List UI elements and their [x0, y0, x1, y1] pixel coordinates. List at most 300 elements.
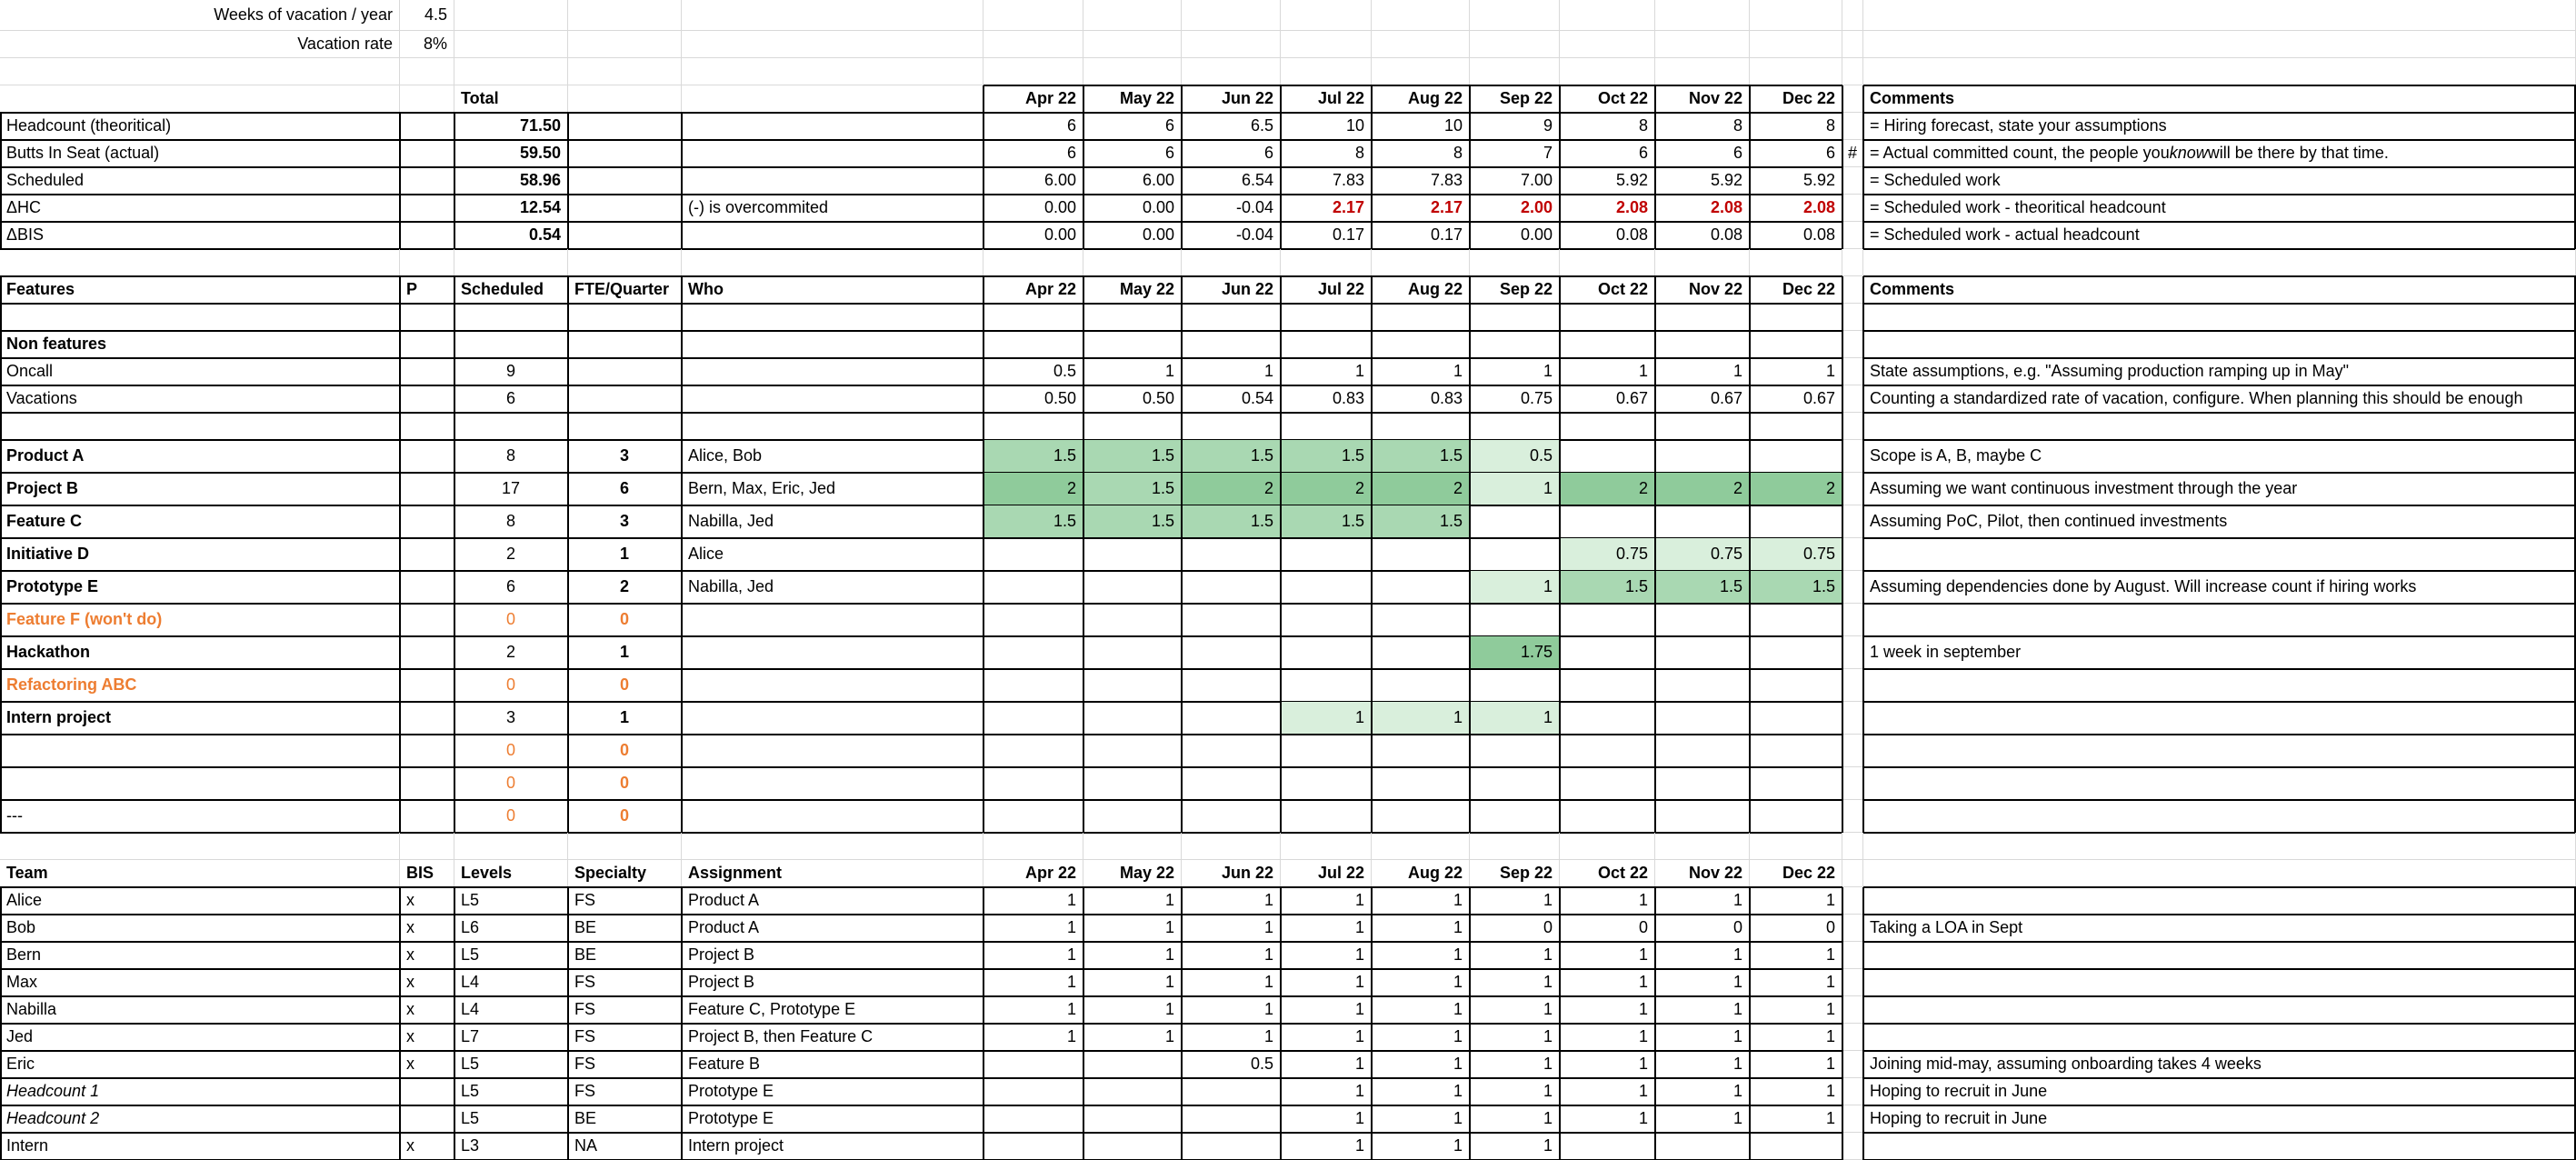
summary-total[interactable]: 71.50	[454, 113, 568, 140]
feature-name[interactable]: Prototype E	[0, 571, 400, 604]
allocation-cell[interactable]	[1083, 702, 1182, 735]
cell[interactable]	[1470, 833, 1560, 860]
cell[interactable]	[568, 413, 682, 440]
month-header[interactable]: Oct 22	[1560, 860, 1655, 887]
team-allocation-cell[interactable]: 1	[1281, 915, 1372, 942]
allocation-cell[interactable]	[1281, 571, 1372, 604]
cell[interactable]	[400, 385, 454, 413]
allocation-cell[interactable]: 2	[1182, 473, 1281, 505]
specialty[interactable]: FS	[568, 996, 682, 1024]
allocation-cell[interactable]	[1281, 735, 1372, 767]
allocation-cell[interactable]: 1	[1470, 473, 1560, 505]
cell[interactable]	[400, 222, 454, 249]
assignment[interactable]: Project B	[682, 942, 983, 969]
team-comment[interactable]	[1863, 1133, 2576, 1160]
nonfeature-name[interactable]: Oncall	[0, 358, 400, 385]
cell[interactable]	[1842, 440, 1863, 473]
cell[interactable]	[1842, 702, 1863, 735]
cell[interactable]	[568, 113, 682, 140]
cell[interactable]	[400, 304, 454, 331]
feature-comment[interactable]	[1863, 702, 2576, 735]
team-allocation-cell[interactable]: 1	[1470, 1105, 1560, 1133]
summary-value[interactable]: 0.08	[1655, 222, 1750, 249]
bis-header[interactable]: BIS	[400, 860, 454, 887]
cell[interactable]	[568, 140, 682, 167]
allocation-cell[interactable]	[1083, 571, 1182, 604]
team-allocation-cell[interactable]: 0	[1750, 915, 1842, 942]
summary-total[interactable]: 59.50	[454, 140, 568, 167]
team-allocation-cell[interactable]: 1	[1182, 915, 1281, 942]
cell[interactable]	[400, 735, 454, 767]
feature-fte[interactable]: 6	[568, 473, 682, 505]
feature-who[interactable]	[682, 767, 983, 800]
assignment[interactable]: Project B	[682, 969, 983, 996]
cell[interactable]	[454, 331, 568, 358]
cell[interactable]	[1863, 413, 2576, 440]
team-allocation-cell[interactable]: 1	[1281, 996, 1372, 1024]
cell[interactable]	[1470, 249, 1560, 276]
team-comment[interactable]	[1863, 969, 2576, 996]
feature-who[interactable]	[682, 735, 983, 767]
allocation-cell[interactable]	[983, 735, 1083, 767]
team-allocation-cell[interactable]: 1	[1750, 996, 1842, 1024]
allocation-cell[interactable]	[1750, 800, 1842, 833]
allocation-cell[interactable]	[1372, 800, 1470, 833]
cell[interactable]	[454, 413, 568, 440]
cell[interactable]	[0, 249, 400, 276]
team-allocation-cell[interactable]: 1	[1470, 1051, 1560, 1078]
allocation-cell[interactable]	[1750, 440, 1842, 473]
nonfeature-value[interactable]: 1	[1655, 358, 1750, 385]
allocation-cell[interactable]: 0.75	[1655, 538, 1750, 571]
cell[interactable]	[400, 800, 454, 833]
allocation-cell[interactable]: 1.5	[1372, 505, 1470, 538]
cell[interactable]	[1842, 249, 1863, 276]
team-allocation-cell[interactable]: 1	[1083, 942, 1182, 969]
comments-header[interactable]: Comments	[1863, 85, 2576, 113]
cell[interactable]	[1842, 800, 1863, 833]
feature-fte[interactable]: 2	[568, 571, 682, 604]
feature-comment[interactable]	[1863, 800, 2576, 833]
summary-value[interactable]: 0.08	[1560, 222, 1655, 249]
summary-value[interactable]: -0.04	[1182, 222, 1281, 249]
cell[interactable]	[682, 304, 983, 331]
team-allocation-cell[interactable]: 1	[1560, 942, 1655, 969]
specialty[interactable]: NA	[568, 1133, 682, 1160]
month-header[interactable]: Apr 22	[983, 860, 1083, 887]
cell[interactable]	[1863, 58, 2576, 85]
cell[interactable]	[1470, 31, 1560, 58]
feature-who[interactable]: Alice	[682, 538, 983, 571]
cell[interactable]	[1281, 0, 1372, 31]
allocation-cell[interactable]	[1560, 636, 1655, 669]
feature-who[interactable]	[682, 636, 983, 669]
month-header[interactable]: Apr 22	[983, 85, 1083, 113]
team-allocation-cell[interactable]	[983, 1078, 1083, 1105]
feature-who[interactable]	[682, 800, 983, 833]
team-member-name[interactable]: Bob	[0, 915, 400, 942]
team-allocation-cell[interactable]: 1	[1560, 887, 1655, 915]
feature-name[interactable]: Product A	[0, 440, 400, 473]
hash-cell[interactable]	[1842, 167, 1863, 195]
summary-comment[interactable]: = Scheduled work - actual headcount	[1863, 222, 2576, 249]
month-header[interactable]: Jun 22	[1182, 85, 1281, 113]
allocation-cell[interactable]	[1655, 636, 1750, 669]
cell[interactable]	[1083, 31, 1182, 58]
allocation-cell[interactable]	[1655, 735, 1750, 767]
team-allocation-cell[interactable]: 1	[1560, 1105, 1655, 1133]
allocation-cell[interactable]	[1372, 669, 1470, 702]
team-member-name[interactable]: Eric	[0, 1051, 400, 1078]
allocation-cell[interactable]	[1182, 702, 1281, 735]
summary-value[interactable]: 7.00	[1470, 167, 1560, 195]
summary-value[interactable]: 6.00	[983, 167, 1083, 195]
cell[interactable]	[454, 304, 568, 331]
allocation-cell[interactable]	[1470, 767, 1560, 800]
allocation-cell[interactable]	[1655, 767, 1750, 800]
allocation-cell[interactable]: 1.5	[983, 505, 1083, 538]
summary-note[interactable]	[682, 222, 983, 249]
cell[interactable]	[1470, 304, 1560, 331]
allocation-cell[interactable]	[1372, 735, 1470, 767]
cell[interactable]	[1842, 767, 1863, 800]
cell[interactable]	[1083, 413, 1182, 440]
summary-value[interactable]: 6	[1560, 140, 1655, 167]
cell[interactable]	[1842, 833, 1863, 860]
bis-mark[interactable]: x	[400, 996, 454, 1024]
feature-name[interactable]: Project B	[0, 473, 400, 505]
allocation-cell[interactable]	[983, 702, 1083, 735]
team-allocation-cell[interactable]: 1	[1470, 887, 1560, 915]
summary-value[interactable]: 2.17	[1281, 195, 1372, 222]
cell[interactable]	[682, 249, 983, 276]
feature-comment[interactable]	[1863, 735, 2576, 767]
cell[interactable]	[1863, 833, 2576, 860]
cell[interactable]	[682, 31, 983, 58]
team-allocation-cell[interactable]: 1	[1655, 942, 1750, 969]
cell[interactable]	[1750, 0, 1842, 31]
feature-comment[interactable]	[1863, 604, 2576, 636]
summary-value[interactable]: 2.00	[1470, 195, 1560, 222]
cell[interactable]	[568, 304, 682, 331]
allocation-cell[interactable]	[1560, 505, 1655, 538]
allocation-cell[interactable]: 1	[1372, 702, 1470, 735]
summary-value[interactable]: 6.5	[1182, 113, 1281, 140]
level[interactable]: L5	[454, 1051, 568, 1078]
nonfeature-value[interactable]: 0.54	[1182, 385, 1281, 413]
summary-total[interactable]: 58.96	[454, 167, 568, 195]
cell[interactable]	[682, 331, 983, 358]
team-header[interactable]: Team	[0, 860, 400, 887]
allocation-cell[interactable]	[1470, 800, 1560, 833]
cell[interactable]	[1655, 31, 1750, 58]
team-member-name[interactable]: Bern	[0, 942, 400, 969]
cell[interactable]	[1750, 304, 1842, 331]
team-allocation-cell[interactable]: 1	[1560, 969, 1655, 996]
cell[interactable]	[682, 413, 983, 440]
feature-comment[interactable]	[1863, 767, 2576, 800]
team-comment[interactable]: Taking a LOA in Sept	[1863, 915, 2576, 942]
cell[interactable]	[1842, 636, 1863, 669]
cell[interactable]	[1083, 304, 1182, 331]
summary-value[interactable]: 6.54	[1182, 167, 1281, 195]
team-comment[interactable]	[1863, 942, 2576, 969]
allocation-cell[interactable]	[1560, 440, 1655, 473]
nonfeature-value[interactable]: 0.67	[1750, 385, 1842, 413]
cell[interactable]	[1083, 833, 1182, 860]
allocation-cell[interactable]	[1655, 669, 1750, 702]
allocation-cell[interactable]	[1750, 505, 1842, 538]
feature-who[interactable]: Nabilla, Jed	[682, 505, 983, 538]
cell[interactable]	[1842, 276, 1863, 304]
summary-note[interactable]	[682, 113, 983, 140]
allocation-cell[interactable]	[1281, 800, 1372, 833]
allocation-cell[interactable]	[1182, 800, 1281, 833]
summary-row-label[interactable]: Headcount (theoritical)	[0, 113, 400, 140]
allocation-cell[interactable]: 2	[1281, 473, 1372, 505]
allocation-cell[interactable]	[1750, 767, 1842, 800]
assignment-header[interactable]: Assignment	[682, 860, 983, 887]
cell[interactable]	[1655, 833, 1750, 860]
cell[interactable]	[1750, 833, 1842, 860]
feature-who[interactable]: Nabilla, Jed	[682, 571, 983, 604]
nonfeature-value[interactable]: 0.83	[1372, 385, 1470, 413]
assignment[interactable]: Feature B	[682, 1051, 983, 1078]
nonfeature-value[interactable]: 0.83	[1281, 385, 1372, 413]
vacation-rate-input[interactable]: 8%	[400, 31, 454, 58]
allocation-cell[interactable]	[1281, 538, 1372, 571]
summary-value[interactable]: 8	[1372, 140, 1470, 167]
nonfeatures-label[interactable]: Non features	[0, 331, 400, 358]
allocation-cell[interactable]	[1083, 604, 1182, 636]
month-header[interactable]: Sep 22	[1470, 85, 1560, 113]
team-allocation-cell[interactable]: 1	[983, 887, 1083, 915]
team-allocation-cell[interactable]: 1	[1083, 1024, 1182, 1051]
team-allocation-cell[interactable]: 1	[983, 915, 1083, 942]
team-allocation-cell[interactable]: 1	[1750, 1051, 1842, 1078]
cell[interactable]	[682, 385, 983, 413]
nonfeature-comment[interactable]: State assumptions, e.g. "Assuming production ramping up in May"	[1863, 358, 2576, 385]
summary-value[interactable]: 6	[1182, 140, 1281, 167]
level[interactable]: L5	[454, 1105, 568, 1133]
team-allocation-cell[interactable]	[1750, 1133, 1842, 1160]
specialty[interactable]: FS	[568, 1078, 682, 1105]
allocation-cell[interactable]: 1.5	[1655, 571, 1750, 604]
cell[interactable]	[568, 167, 682, 195]
team-allocation-cell[interactable]: 1	[1470, 969, 1560, 996]
assignment[interactable]: Product A	[682, 915, 983, 942]
team-allocation-cell[interactable]: 1	[1182, 1024, 1281, 1051]
feature-fte[interactable]: 1	[568, 538, 682, 571]
team-allocation-cell[interactable]: 1	[983, 969, 1083, 996]
cell[interactable]	[400, 58, 454, 85]
nonfeature-value[interactable]: 0.75	[1470, 385, 1560, 413]
cell[interactable]	[400, 331, 454, 358]
team-allocation-cell[interactable]: 1	[1750, 969, 1842, 996]
team-allocation-cell[interactable]: 1	[1372, 1024, 1470, 1051]
allocation-cell[interactable]	[1655, 440, 1750, 473]
allocation-cell[interactable]	[1372, 538, 1470, 571]
summary-value[interactable]: 2.08	[1750, 195, 1842, 222]
team-allocation-cell[interactable]: 1	[1372, 915, 1470, 942]
specialty[interactable]: FS	[568, 1051, 682, 1078]
allocation-cell[interactable]	[1372, 604, 1470, 636]
cell[interactable]	[400, 113, 454, 140]
feature-name[interactable]: Hackathon	[0, 636, 400, 669]
feature-comment[interactable]	[1863, 538, 2576, 571]
cell[interactable]	[1842, 0, 1863, 31]
cell[interactable]	[1842, 413, 1863, 440]
specialty[interactable]: BE	[568, 1105, 682, 1133]
summary-value[interactable]: -0.04	[1182, 195, 1281, 222]
cell[interactable]	[1842, 969, 1863, 996]
cell[interactable]	[682, 85, 983, 113]
allocation-cell[interactable]: 0.5	[1470, 440, 1560, 473]
cell[interactable]	[400, 140, 454, 167]
allocation-cell[interactable]	[1470, 669, 1560, 702]
team-allocation-cell[interactable]: 1	[1083, 915, 1182, 942]
team-allocation-cell[interactable]	[983, 1105, 1083, 1133]
level[interactable]: L5	[454, 942, 568, 969]
cell[interactable]	[400, 571, 454, 604]
team-allocation-cell[interactable]: 1	[1470, 1133, 1560, 1160]
summary-value[interactable]: 0.17	[1281, 222, 1372, 249]
feature-fte[interactable]: 3	[568, 505, 682, 538]
cell[interactable]	[983, 833, 1083, 860]
cell[interactable]	[400, 195, 454, 222]
allocation-cell[interactable]: 1.5	[1182, 440, 1281, 473]
feature-fte[interactable]: 0	[568, 604, 682, 636]
feature-scheduled[interactable]: 8	[454, 505, 568, 538]
vacation-weeks-input[interactable]: 4.5	[400, 0, 454, 31]
team-allocation-cell[interactable]: 1	[1372, 996, 1470, 1024]
cell[interactable]	[400, 767, 454, 800]
cell[interactable]	[983, 413, 1083, 440]
allocation-cell[interactable]: 1.5	[1182, 505, 1281, 538]
month-header[interactable]: Nov 22	[1655, 276, 1750, 304]
bis-mark[interactable]: x	[400, 1024, 454, 1051]
team-allocation-cell[interactable]: 1	[1281, 887, 1372, 915]
team-allocation-cell[interactable]: 1	[1372, 1105, 1470, 1133]
allocation-cell[interactable]: 1.5	[1372, 440, 1470, 473]
allocation-cell[interactable]: 2	[983, 473, 1083, 505]
allocation-cell[interactable]	[1182, 571, 1281, 604]
allocation-cell[interactable]	[1750, 636, 1842, 669]
allocation-cell[interactable]	[1182, 767, 1281, 800]
feature-name[interactable]	[0, 735, 400, 767]
nonfeature-value[interactable]: 0.67	[1560, 385, 1655, 413]
summary-comment[interactable]: = Scheduled work - theoritical headcount	[1863, 195, 2576, 222]
cell[interactable]	[0, 833, 400, 860]
cell[interactable]	[1842, 58, 1863, 85]
cell[interactable]	[1560, 249, 1655, 276]
vacation-weeks-label[interactable]: Weeks of vacation / year	[0, 0, 400, 31]
cell[interactable]	[400, 473, 454, 505]
allocation-cell[interactable]: 1	[1470, 571, 1560, 604]
nonfeature-scheduled[interactable]: 9	[454, 358, 568, 385]
team-allocation-cell[interactable]: 1	[1372, 1133, 1470, 1160]
cell[interactable]	[568, 85, 682, 113]
cell[interactable]	[1655, 413, 1750, 440]
cell[interactable]	[1560, 58, 1655, 85]
team-allocation-cell[interactable]	[1083, 1078, 1182, 1105]
allocation-cell[interactable]	[1750, 702, 1842, 735]
feature-comment[interactable]: 1 week in september	[1863, 636, 2576, 669]
bis-mark[interactable]	[400, 1105, 454, 1133]
cell[interactable]	[568, 31, 682, 58]
allocation-cell[interactable]	[1182, 735, 1281, 767]
cell[interactable]	[568, 58, 682, 85]
feature-comment[interactable]: Assuming PoC, Pilot, then continued investments	[1863, 505, 2576, 538]
summary-value[interactable]: 2.08	[1655, 195, 1750, 222]
summary-value[interactable]: 7.83	[1372, 167, 1470, 195]
team-allocation-cell[interactable]: 1	[1655, 1024, 1750, 1051]
bis-mark[interactable]	[400, 1078, 454, 1105]
cell[interactable]	[1655, 304, 1750, 331]
feature-name[interactable]: Feature F (won't do)	[0, 604, 400, 636]
cell[interactable]	[682, 833, 983, 860]
assignment[interactable]: Feature C, Prototype E	[682, 996, 983, 1024]
allocation-cell[interactable]	[1083, 800, 1182, 833]
cell[interactable]	[1842, 1105, 1863, 1133]
allocation-cell[interactable]	[1372, 571, 1470, 604]
team-allocation-cell[interactable]: 1	[1281, 1133, 1372, 1160]
feature-who[interactable]: Alice, Bob	[682, 440, 983, 473]
allocation-cell[interactable]: 1.5	[1281, 440, 1372, 473]
team-allocation-cell[interactable]	[1182, 1078, 1281, 1105]
allocation-cell[interactable]: 1.5	[1750, 571, 1842, 604]
month-header[interactable]: Oct 22	[1560, 276, 1655, 304]
month-header[interactable]: Jun 22	[1182, 276, 1281, 304]
summary-row-label[interactable]: Scheduled	[0, 167, 400, 195]
cell[interactable]	[1750, 249, 1842, 276]
cell[interactable]	[983, 58, 1083, 85]
cell[interactable]	[1560, 413, 1655, 440]
cell[interactable]	[1083, 58, 1182, 85]
cell[interactable]	[1372, 0, 1470, 31]
feature-name[interactable]: Initiative D	[0, 538, 400, 571]
allocation-cell[interactable]: 2	[1750, 473, 1842, 505]
cell[interactable]	[983, 249, 1083, 276]
feature-name[interactable]: Refactoring ABC	[0, 669, 400, 702]
level[interactable]: L4	[454, 996, 568, 1024]
allocation-cell[interactable]	[983, 669, 1083, 702]
team-allocation-cell[interactable]: 1	[1182, 996, 1281, 1024]
cell[interactable]	[1470, 58, 1560, 85]
cell[interactable]	[1560, 833, 1655, 860]
feature-scheduled[interactable]: 8	[454, 440, 568, 473]
summary-value[interactable]: 10	[1281, 113, 1372, 140]
nonfeature-value[interactable]: 0.5	[983, 358, 1083, 385]
feature-scheduled[interactable]: 2	[454, 636, 568, 669]
feature-fte[interactable]: 1	[568, 702, 682, 735]
cell[interactable]	[682, 358, 983, 385]
team-allocation-cell[interactable]: 1	[1281, 1105, 1372, 1133]
cell[interactable]	[1655, 331, 1750, 358]
cell[interactable]	[400, 505, 454, 538]
allocation-cell[interactable]	[1470, 538, 1560, 571]
cell[interactable]	[400, 85, 454, 113]
cell[interactable]	[1842, 1051, 1863, 1078]
feature-fte[interactable]: 0	[568, 669, 682, 702]
month-header[interactable]: Oct 22	[1560, 85, 1655, 113]
cell[interactable]	[1750, 331, 1842, 358]
cell[interactable]	[1182, 249, 1281, 276]
allocation-cell[interactable]: 1.5	[1083, 505, 1182, 538]
specialty[interactable]: FS	[568, 969, 682, 996]
summary-comment[interactable]: = Scheduled work	[1863, 167, 2576, 195]
cell[interactable]	[1560, 304, 1655, 331]
